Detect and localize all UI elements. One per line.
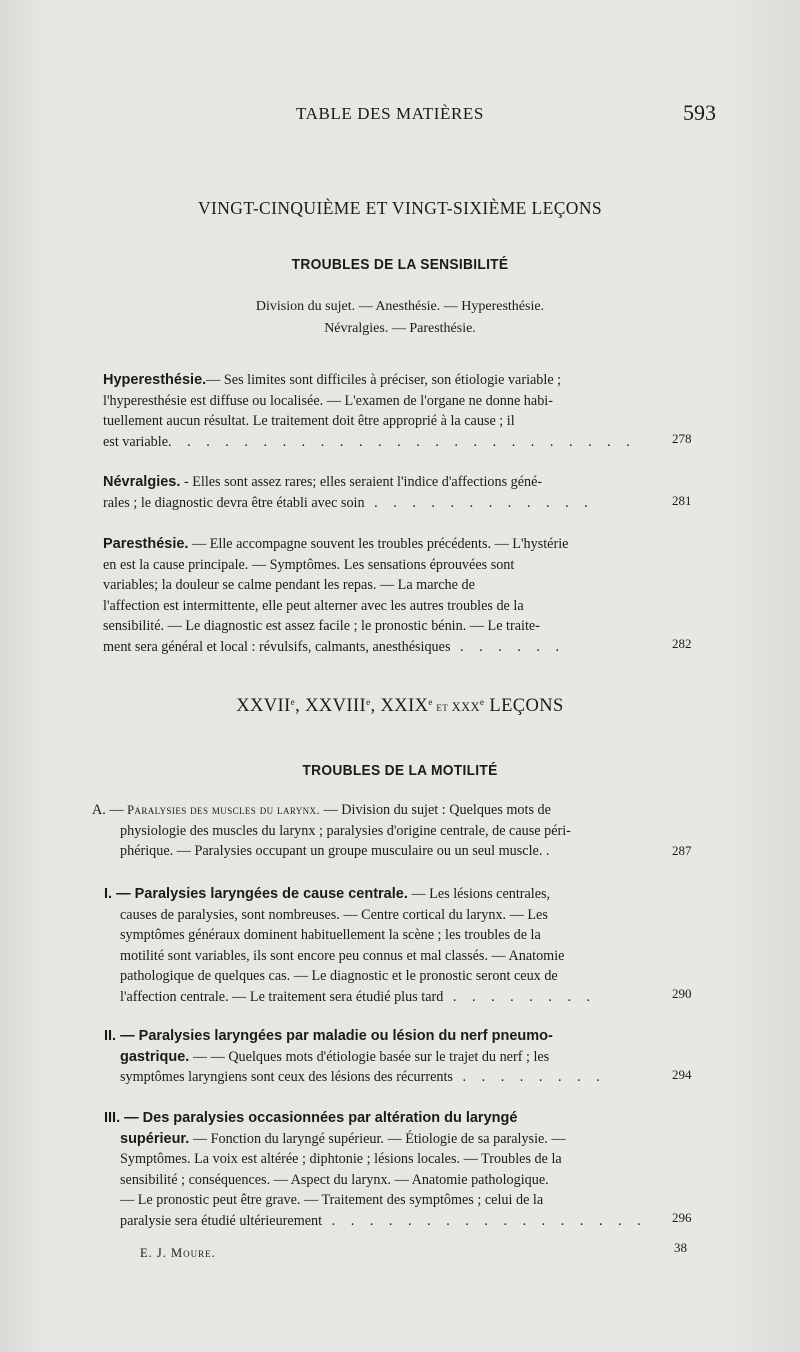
entry-heading: Hyperesthésie. xyxy=(103,372,207,388)
lesson-title: VINGT-CINQUIÈME ET VINGT-SIXIÈME LEÇONS xyxy=(198,198,602,218)
entry-line: symptômes généraux dominent habituellement la scène ; les troubles de la xyxy=(120,927,541,943)
page-ref: 282 xyxy=(672,636,692,651)
dot-leader: . xyxy=(542,843,550,859)
toc-entry-nerf-pneumogastrique: II. — Paralysies laryngées par maladie ou lésion du nerf pneumo- gastrique. — — Quelques mots d'étiologie basée sur le trajet du nerf ; les symptômes laryngiens sont ceux des lésions des récurrents . . . . . . . . xyxy=(104,1028,606,1085)
dot-leader: . . . . . . . . xyxy=(443,988,597,1005)
page-footer xyxy=(0,1238,800,1262)
dot-leader: . . . . . . . . . . . . . . . . . . . . . . . . . xyxy=(168,433,636,450)
page-ref: 281 xyxy=(672,493,692,508)
dot-leader: . . . . . . . . xyxy=(452,1069,606,1085)
lesson-summary xyxy=(0,296,800,340)
page-number: 593 xyxy=(683,100,716,125)
entry-heading: III. — Des paralysies occasionnées par altération du laryngé xyxy=(104,1110,518,1126)
summary-line: Névralgies. — Paresthésie. xyxy=(324,321,476,336)
entry-line: variables; la douleur se calme pendant les repas. — La marche de xyxy=(103,577,475,593)
entry-heading: II. — Paralysies laryngées par maladie ou lésion du nerf pneumo- xyxy=(104,1028,553,1044)
entry-line: en est la cause principale. — Symptômes. Les sensations éprouvées sont xyxy=(103,556,515,573)
toc-entry-paralysies-muscles: A. — Paralysies des muscles du larynx. — Division du sujet : Quelques mots de physiologie des muscles du larynx ; paralysies d'origine centrale, de cause péri- phérique. — Paralysies occupant un groupe musculaire ou un seul muscle. . xyxy=(92,800,688,862)
toc-entry-cause-centrale: I. — Paralysies laryngées de cause centrale. — Les lésions centrales, causes de paralysies, sont nombreuses. — Centre cortical du larynx. — Les symptômes généraux dominent habituellement la scène ; les troubles de la motilité sont variables, ils sont encore peu connus et mal classés. — Anatomie pathologique de quelques cas. — Le diagnostic et le pronostic seront ceux de l'affection centrale. — Le traitement sera étudié plus tard . . . . . . . . xyxy=(104,884,688,1007)
entry-line: sensibilité ; conséquences. — Aspect du larynx. — Anatomie pathologique. xyxy=(120,1171,549,1188)
entry-heading: Névralgies. xyxy=(103,474,181,490)
dot-leader: . . . . . . xyxy=(450,638,566,655)
dot-leader: . . . . . . . . . . . . xyxy=(364,494,594,511)
entry-heading: Paralysies des muscles du larynx. xyxy=(127,803,320,817)
footer-author: E. J. Moure. xyxy=(140,1246,216,1260)
toc-entry-larynge-superieur: III. — Des paralysies occasionnées par altération du laryngé supérieur. — Fonction du laryngé supérieur. — Étiologie de sa paralysie. — Symptômes. La voix est altérée ; diphtonie ; lésions locales. — Troubles de la sensibilité ; conséquences. — Aspect du larynx. — Anatomie pathologique. — Le pronostic peut être grave. — Traitement des symptômes ; celui de la paralysie sera étudié ultérieurement . . . . . . . . . . . . . . . . . xyxy=(104,1108,688,1231)
printer-signature: 38 xyxy=(674,1240,687,1255)
entry-line: l'hyperesthésie est diffuse ou localisée. — L'examen de l'organe ne donne habi- xyxy=(103,392,553,409)
section-title: TROUBLES DE LA SENSIBILITÉ xyxy=(291,256,509,273)
dot-leader: . . . . . . . . . . . . . . . . . xyxy=(322,1212,647,1229)
entry-line: l'affection est intermittente, elle peut alterner avec les autres troubles de la xyxy=(103,597,524,614)
entry-heading: Paresthésie. xyxy=(103,536,189,552)
entry-heading: I. — Paralysies laryngées de cause centrale. xyxy=(104,886,408,902)
section-title: TROUBLES DE LA MOTILITÉ xyxy=(302,762,498,779)
lesson-title: XXVIIe, XXVIIIe, XXIXe et XXXe LEÇONS xyxy=(236,696,564,716)
page-ref: 287 xyxy=(672,843,692,858)
entry-line: tuellement aucun résultat. Le traitement doit être approprié à la cause ; il xyxy=(103,413,515,429)
summary-line: Division du sujet. — Anesthésie. — Hyperesthésie. xyxy=(255,299,545,314)
page-ref: 278 xyxy=(672,431,692,446)
entry-line: sensibilité. — Le diagnostic est assez facile ; le pronostic bénin. — Le traite- xyxy=(103,618,540,634)
entry-line: physiologie des muscles du larynx ; paralysies d'origine centrale, de cause péri- xyxy=(120,822,571,839)
entry-line: — Le pronostic peut être grave. — Traitement des symptômes ; celui de la xyxy=(120,1192,544,1208)
running-title: TABLE DES MATIÈRES xyxy=(296,104,484,123)
toc-entry-paresthesie: Paresthésie. — Elle accompagne souvent les troubles précédents. — L'hystérie en est la cause principale. — Symptômes. Les sensations éprouvées sont variables; la douleur se calme pendant les repas. — La marche de l'affection est intermittente, elle peut alterner avec les autres troubles de la sensibilité. — Le diagnostic est assez facile ; le pronostic bénin. — Le traite- ment sera général et local : révulsifs, calmants, anesthésiques . . . . . . xyxy=(103,534,688,657)
page-ref: 296 xyxy=(672,1210,692,1225)
entry-line: Symptômes. La voix est altérée ; diphtonie ; lésions locales. — Troubles de la xyxy=(120,1151,562,1167)
toc-entry-nevralgies: Névralgies. - Elles sont assez rares; elles seraient l'indice d'affections géné- rales ; le diagnostic devra être établi avec soin . . . . . . . . . . . . xyxy=(103,474,594,511)
entry-line: motilité sont variables, ils sont encore peu connus et mal classés. — Anatomie xyxy=(120,947,565,964)
running-head xyxy=(0,100,800,130)
entry-line: causes de paralysies, sont nombreuses. — Centre cortical du larynx. — Les xyxy=(120,906,548,923)
page-ref: 294 xyxy=(672,1067,692,1082)
page-ref: 290 xyxy=(672,986,692,1001)
entry-marker: A. — xyxy=(92,802,124,818)
entry-line: pathologique de quelques cas. — Le diagnostic et le pronostic seront ceux de xyxy=(120,968,558,984)
toc-entry-hyperesthesie: Hyperesthésie.— Ses limites sont difficiles à préciser, son étiologie variable ; l'hyperesthésie est diffuse ou localisée. — L'examen de l'organe ne donne habi- tuellement aucun résultat. Le traitement doit être approprié à la cause ; il est variable. . . . . . . . . . . . . . . . . . . . . . . . . xyxy=(103,370,688,452)
